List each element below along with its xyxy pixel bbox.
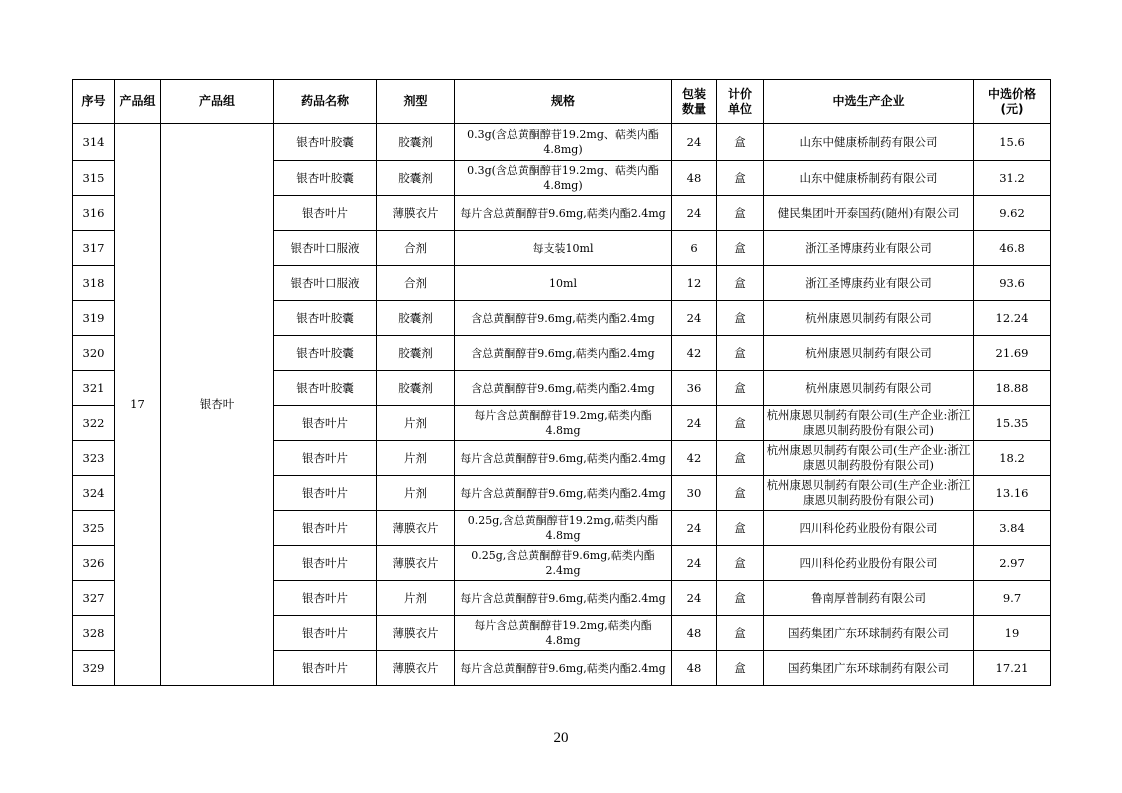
- row-seq: 315: [73, 161, 115, 196]
- row-price: 12.24: [974, 301, 1051, 336]
- row-pack-qty: 6: [672, 231, 717, 266]
- row-unit: 盒: [717, 336, 764, 371]
- page-number: 20: [553, 730, 569, 746]
- row-dosage-form: 片剂: [377, 476, 455, 511]
- row-seq: 318: [73, 266, 115, 301]
- row-pack-qty: 24: [672, 511, 717, 546]
- row-unit: 盒: [717, 231, 764, 266]
- row-maker: 山东中健康桥制药有限公司: [764, 161, 974, 196]
- row-price: 31.2: [974, 161, 1051, 196]
- row-pack-qty: 48: [672, 616, 717, 651]
- row-dosage-form: 片剂: [377, 441, 455, 476]
- row-maker: 杭州康恩贝制药有限公司: [764, 301, 974, 336]
- row-drug-name: 银杏叶口服液: [274, 231, 377, 266]
- row-dosage-form: 薄膜衣片: [377, 616, 455, 651]
- row-seq: 314: [73, 124, 115, 161]
- row-dosage-form: 薄膜衣片: [377, 651, 455, 686]
- header-group: 产品组: [161, 80, 274, 124]
- row-drug-name: 银杏叶片: [274, 441, 377, 476]
- row-seq: 320: [73, 336, 115, 371]
- row-pack-qty: 24: [672, 406, 717, 441]
- row-pack-qty: 42: [672, 336, 717, 371]
- row-pack-qty: 24: [672, 581, 717, 616]
- row-seq: 321: [73, 371, 115, 406]
- row-unit: 盒: [717, 616, 764, 651]
- header-group-number: 产品组: [115, 80, 161, 124]
- row-spec: 每片含总黄酮醇苷19.2mg,萜类内酯4.8mg: [455, 616, 672, 651]
- header-seq: 序号: [73, 80, 115, 124]
- row-spec: 每片含总黄酮醇苷9.6mg,萜类内酯2.4mg: [455, 441, 672, 476]
- row-maker: 浙江圣博康药业有限公司: [764, 266, 974, 301]
- row-pack-qty: 30: [672, 476, 717, 511]
- row-drug-name: 银杏叶片: [274, 546, 377, 581]
- header-maker: 中选生产企业: [764, 80, 974, 124]
- header-dosage-form: 剂型: [377, 80, 455, 124]
- row-price: 2.97: [974, 546, 1051, 581]
- selected-drugs-table: [72, 79, 1051, 686]
- row-seq: 327: [73, 581, 115, 616]
- row-unit: 盒: [717, 581, 764, 616]
- table-body: [73, 124, 1051, 686]
- row-unit: 盒: [717, 441, 764, 476]
- row-price: 46.8: [974, 231, 1051, 266]
- row-maker: 国药集团广东环球制药有限公司: [764, 651, 974, 686]
- row-maker: 杭州康恩贝制药有限公司(生产企业:浙江康恩贝制药股份有限公司): [764, 441, 974, 476]
- row-seq: 324: [73, 476, 115, 511]
- row-price: 18.88: [974, 371, 1051, 406]
- row-seq: 325: [73, 511, 115, 546]
- header-row: [73, 80, 1051, 124]
- row-spec: 每片含总黄酮醇苷9.6mg,萜类内酯2.4mg: [455, 196, 672, 231]
- row-unit: 盒: [717, 511, 764, 546]
- row-maker: 杭州康恩贝制药有限公司: [764, 371, 974, 406]
- row-price: 13.16: [974, 476, 1051, 511]
- row-dosage-form: 胶囊剂: [377, 161, 455, 196]
- row-pack-qty: 24: [672, 124, 717, 161]
- row-dosage-form: 薄膜衣片: [377, 196, 455, 231]
- row-dosage-form: 胶囊剂: [377, 371, 455, 406]
- row-pack-qty: 48: [672, 161, 717, 196]
- row-seq: 326: [73, 546, 115, 581]
- row-pack-qty: 24: [672, 546, 717, 581]
- row-pack-qty: 42: [672, 441, 717, 476]
- row-dosage-form: 片剂: [377, 406, 455, 441]
- row-dosage-form: 薄膜衣片: [377, 546, 455, 581]
- row-dosage-form: 胶囊剂: [377, 124, 455, 161]
- row-unit: 盒: [717, 546, 764, 581]
- row-price: 15.35: [974, 406, 1051, 441]
- row-drug-name: 银杏叶胶囊: [274, 124, 377, 161]
- row-maker: 杭州康恩贝制药有限公司(生产企业:浙江康恩贝制药股份有限公司): [764, 406, 974, 441]
- row-maker: 四川科伦药业股份有限公司: [764, 511, 974, 546]
- row-seq: 323: [73, 441, 115, 476]
- row-unit: 盒: [717, 301, 764, 336]
- row-unit: 盒: [717, 651, 764, 686]
- group-number: 17: [115, 124, 161, 686]
- row-pack-qty: 48: [672, 651, 717, 686]
- row-spec: 每片含总黄酮醇苷9.6mg,萜类内酯2.4mg: [455, 581, 672, 616]
- row-unit: 盒: [717, 371, 764, 406]
- row-pack-qty: 24: [672, 196, 717, 231]
- row-unit: 盒: [717, 476, 764, 511]
- row-dosage-form: 胶囊剂: [377, 336, 455, 371]
- row-dosage-form: 薄膜衣片: [377, 511, 455, 546]
- row-price: 9.62: [974, 196, 1051, 231]
- row-maker: 国药集团广东环球制药有限公司: [764, 616, 974, 651]
- header-pack-qty: 包装 数量: [672, 80, 717, 124]
- row-price: 9.7: [974, 581, 1051, 616]
- row-drug-name: 银杏叶片: [274, 476, 377, 511]
- row-drug-name: 银杏叶胶囊: [274, 161, 377, 196]
- row-pack-qty: 24: [672, 301, 717, 336]
- row-dosage-form: 合剂: [377, 266, 455, 301]
- row-seq: 319: [73, 301, 115, 336]
- header-price: 中选价格 (元): [974, 80, 1051, 124]
- header-unit: 计价 单位: [717, 80, 764, 124]
- row-drug-name: 银杏叶胶囊: [274, 336, 377, 371]
- row-spec: 含总黄酮醇苷9.6mg,萜类内酯2.4mg: [455, 371, 672, 406]
- row-spec: 含总黄酮醇苷9.6mg,萜类内酯2.4mg: [455, 336, 672, 371]
- row-pack-qty: 12: [672, 266, 717, 301]
- row-seq: 316: [73, 196, 115, 231]
- row-maker: 浙江圣博康药业有限公司: [764, 231, 974, 266]
- row-drug-name: 银杏叶胶囊: [274, 301, 377, 336]
- row-spec: 0.25g,含总黄酮醇苷19.2mg,萜类内酯4.8mg: [455, 511, 672, 546]
- row-spec: 每片含总黄酮醇苷19.2mg,萜类内酯4.8mg: [455, 406, 672, 441]
- row-seq: 329: [73, 651, 115, 686]
- row-drug-name: 银杏叶片: [274, 406, 377, 441]
- row-price: 17.21: [974, 651, 1051, 686]
- row-drug-name: 银杏叶片: [274, 581, 377, 616]
- row-spec: 10ml: [455, 266, 672, 301]
- row-drug-name: 银杏叶片: [274, 616, 377, 651]
- row-price: 15.6: [974, 124, 1051, 161]
- row-maker: 杭州康恩贝制药有限公司(生产企业:浙江康恩贝制药股份有限公司): [764, 476, 974, 511]
- row-drug-name: 银杏叶胶囊: [274, 371, 377, 406]
- row-dosage-form: 胶囊剂: [377, 301, 455, 336]
- row-dosage-form: 合剂: [377, 231, 455, 266]
- row-price: 21.69: [974, 336, 1051, 371]
- row-unit: 盒: [717, 196, 764, 231]
- group-name: 银杏叶: [161, 124, 274, 686]
- row-price: 19: [974, 616, 1051, 651]
- header-spec: 规格: [455, 80, 672, 124]
- header-drug-name: 药品名称: [274, 80, 377, 124]
- row-unit: 盒: [717, 161, 764, 196]
- row-maker: 杭州康恩贝制药有限公司: [764, 336, 974, 371]
- row-pack-qty: 36: [672, 371, 717, 406]
- row-unit: 盒: [717, 266, 764, 301]
- row-maker: 山东中健康桥制药有限公司: [764, 124, 974, 161]
- row-price: 3.84: [974, 511, 1051, 546]
- row-spec: 每片含总黄酮醇苷9.6mg,萜类内酯2.4mg: [455, 651, 672, 686]
- row-drug-name: 银杏叶片: [274, 651, 377, 686]
- row-spec: 0.25g,含总黄酮醇苷9.6mg,萜类内酯2.4mg: [455, 546, 672, 581]
- row-spec: 0.3g(含总黄酮醇苷19.2mg、萜类内酯4.8mg): [455, 124, 672, 161]
- row-unit: 盒: [717, 124, 764, 161]
- table-row: [73, 124, 1051, 161]
- row-drug-name: 银杏叶片: [274, 511, 377, 546]
- row-maker: 四川科伦药业股份有限公司: [764, 546, 974, 581]
- row-seq: 322: [73, 406, 115, 441]
- row-maker: 健民集团叶开泰国药(随州)有限公司: [764, 196, 974, 231]
- row-drug-name: 银杏叶口服液: [274, 266, 377, 301]
- row-seq: 317: [73, 231, 115, 266]
- row-spec: 每片含总黄酮醇苷9.6mg,萜类内酯2.4mg: [455, 476, 672, 511]
- row-dosage-form: 片剂: [377, 581, 455, 616]
- row-price: 93.6: [974, 266, 1051, 301]
- row-maker: 鲁南厚普制药有限公司: [764, 581, 974, 616]
- row-spec: 每支装10ml: [455, 231, 672, 266]
- row-drug-name: 银杏叶片: [274, 196, 377, 231]
- row-price: 18.2: [974, 441, 1051, 476]
- row-spec: 含总黄酮醇苷9.6mg,萜类内酯2.4mg: [455, 301, 672, 336]
- row-unit: 盒: [717, 406, 764, 441]
- row-spec: 0.3g(含总黄酮醇苷19.2mg、萜类内酯4.8mg): [455, 161, 672, 196]
- row-seq: 328: [73, 616, 115, 651]
